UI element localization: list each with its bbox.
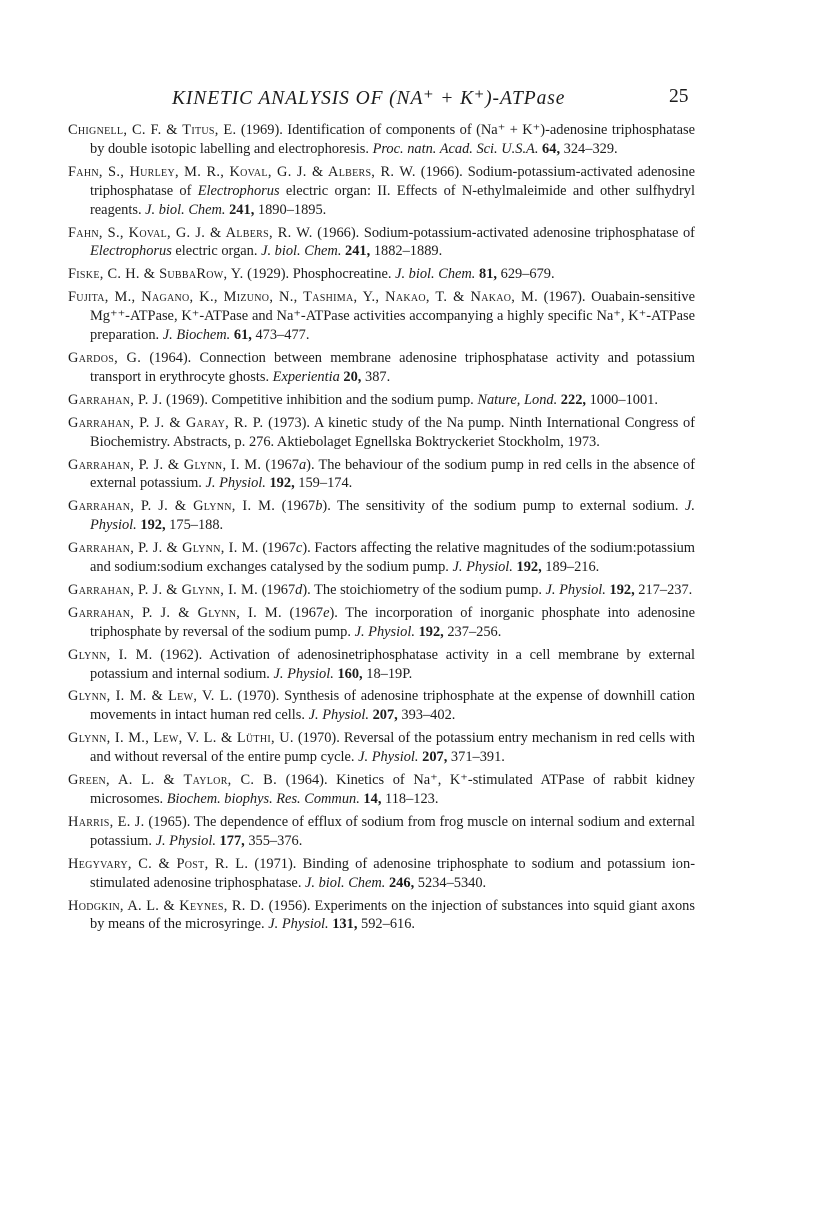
reference-journal: J. Physiol. bbox=[273, 665, 334, 682]
reference-item bbox=[68, 349, 695, 387]
reference-volume: 241, bbox=[345, 243, 371, 260]
reference-list bbox=[68, 121, 695, 938]
reference-item bbox=[68, 813, 695, 851]
reference-title: Binding of adenosine triphosphate to sodium and potassium ion-stimulated adenosine triphosphatase. bbox=[90, 855, 695, 891]
reference-volume: 81, bbox=[479, 266, 498, 283]
reference-title: Reversal of the potassium entry mechanism in red cells with and without reversal of the entire pump cycle. bbox=[90, 730, 695, 766]
reference-journal: J. biol. Chem. bbox=[305, 874, 386, 891]
reference-title: Competitive inhibition and the sodium pump. bbox=[211, 391, 474, 408]
reference-volume: 20, bbox=[343, 368, 362, 385]
reference-authors: Gardos, G. bbox=[68, 349, 142, 366]
reference-journal: J. Physiol. bbox=[308, 707, 369, 724]
reference-pages: 393–402. bbox=[401, 707, 456, 724]
reference-volume: 192, bbox=[269, 475, 295, 492]
reference-year: (1967). bbox=[543, 289, 586, 306]
reference-volume: 177, bbox=[219, 832, 245, 849]
reference-pages: 189–216. bbox=[545, 559, 600, 576]
reference-year: (1967e). bbox=[289, 604, 338, 621]
reference-pages: 473–477. bbox=[255, 327, 310, 344]
reference-pages: 237–256. bbox=[447, 623, 502, 640]
reference-year: (1973). bbox=[268, 414, 311, 431]
reference-year: (1969). bbox=[165, 391, 208, 408]
reference-year: (1964). bbox=[285, 772, 328, 789]
reference-pages: 159–174. bbox=[298, 475, 353, 492]
reference-year: (1964). bbox=[149, 349, 192, 366]
reference-authors: Glynn, I. M. bbox=[68, 646, 153, 663]
reference-year: (1965). bbox=[148, 813, 191, 830]
reference-title: The incorporation of inorganic phosphate into adenosine triphosphate by reversal of the sodium pump. bbox=[90, 604, 695, 640]
reference-volume: 64, bbox=[542, 140, 561, 157]
reference-volume: 222, bbox=[560, 391, 586, 408]
reference-pages: 1890–1895. bbox=[257, 201, 327, 218]
reference-year: (1966). bbox=[420, 163, 463, 180]
reference-authors: Fahn, S., Hurley, M. R., Koval, G. J. & Albers, R. W. bbox=[68, 163, 416, 180]
reference-item bbox=[68, 897, 695, 935]
reference-journal: J. Physiol. bbox=[354, 623, 415, 640]
reference-journal: J. Physiol. bbox=[545, 581, 606, 598]
reference-journal: Biochem. biophys. Res. Commun. bbox=[166, 791, 360, 807]
reference-authors: Hegyvary, C. & Post, R. L. bbox=[68, 855, 249, 872]
reference-authors: Glynn, I. M. & Lew, V. L. bbox=[68, 688, 233, 705]
reference-volume: 207, bbox=[422, 749, 448, 766]
reference-year: (1929). bbox=[247, 266, 290, 283]
reference-item bbox=[68, 581, 695, 600]
reference-item bbox=[68, 729, 695, 767]
reference-year: (1962). bbox=[160, 646, 203, 663]
reference-item bbox=[68, 855, 695, 893]
running-title: KINETIC ANALYSIS OF (NA⁺ + K⁺)-ATPase bbox=[172, 88, 566, 109]
reference-volume: 192, bbox=[609, 581, 635, 598]
reference-item bbox=[68, 539, 695, 577]
reference-pages: 629–679. bbox=[500, 266, 555, 283]
reference-volume: 246, bbox=[388, 874, 415, 891]
reference-authors: Chignell, C. F. & Titus, E. bbox=[68, 122, 237, 138]
reference-journal: J. Biochem. bbox=[162, 327, 231, 344]
reference-volume: 61, bbox=[233, 327, 252, 344]
reference-journal: J. Physiol. bbox=[90, 498, 695, 534]
reference-item bbox=[68, 771, 695, 809]
reference-journal: J. Physiol. bbox=[205, 475, 266, 492]
reference-volume: 14, bbox=[363, 791, 382, 807]
reference-title: Sodium-potassium-activated adenosine triphosphatase of bbox=[90, 163, 695, 199]
reference-title: Connection between membrane adenosine triphosphatase activity and potassium transport in erythrocyte ghosts. bbox=[90, 349, 695, 385]
reference-volume: 192, bbox=[418, 623, 444, 640]
reference-title: The dependence of efflux of sodium from frog muscle on internal sodium and external potassium. bbox=[90, 813, 696, 849]
reference-item bbox=[68, 604, 695, 642]
reference-journal: J. biol. Chem. bbox=[395, 266, 476, 283]
reference-title: Identification of components of (Na⁺ + K⁺)-adenosine triphosphatase by double isotopic labelling and electrophoresis. bbox=[90, 122, 695, 157]
reference-year: (1969). bbox=[240, 122, 283, 138]
reference-item bbox=[68, 646, 695, 684]
reference-volume: 192, bbox=[516, 559, 542, 576]
reference-item bbox=[68, 224, 695, 262]
page-number: 25 bbox=[669, 86, 689, 107]
reference-title: Ouabain-sensitive Mg⁺⁺-ATPase, K⁺-ATPase and Na⁺-ATPase activities accompanying a highly specific Na⁺, K⁺-ATPase preparation. bbox=[90, 289, 695, 344]
reference-year: (1967d). bbox=[261, 581, 311, 598]
reference-pages: 5234–5340. bbox=[417, 874, 487, 891]
reference-title: The sensitivity of the sodium pump to external sodium. bbox=[337, 498, 679, 515]
reference-year: (1966). bbox=[317, 224, 360, 241]
reference-year: (1971). bbox=[254, 855, 297, 872]
reference-pages: 118–123. bbox=[385, 791, 439, 807]
reference-journal: J. Physiol. bbox=[268, 916, 329, 933]
reference-title: The stoichiometry of the sodium pump. bbox=[314, 581, 542, 598]
reference-title: Sodium-potassium-activated adenosine triphosphatase of bbox=[363, 224, 695, 241]
reference-item bbox=[68, 265, 695, 284]
reference-item bbox=[68, 456, 695, 494]
reference-item bbox=[68, 687, 695, 725]
reference-item bbox=[68, 391, 695, 410]
reference-title-italic: Electrophorus bbox=[90, 243, 172, 260]
reference-journal: J. Physiol. bbox=[358, 749, 419, 766]
reference-authors: Hodgkin, A. L. & Keynes, R. D. bbox=[68, 897, 265, 914]
reference-year: (1970). bbox=[237, 688, 280, 705]
reference-pages: 175–188. bbox=[169, 517, 224, 534]
reference-title: electric organ. bbox=[175, 243, 258, 260]
reference-pages: 592–616. bbox=[361, 916, 415, 933]
reference-authors: Garrahan, P. J. bbox=[68, 391, 163, 408]
reference-title: Phosphocreatine. bbox=[292, 266, 392, 283]
reference-pages: 387. bbox=[365, 368, 391, 385]
reference-title: Synthesis of adenosine triphosphate at the expense of downhill cation movements in intact human red cells. bbox=[90, 688, 695, 724]
reference-authors: Garrahan, P. J. & Glynn, I. M. bbox=[68, 581, 258, 598]
reference-volume: 241, bbox=[229, 201, 255, 218]
reference-year: (1967b). bbox=[281, 498, 331, 515]
reference-title: Experiments on the injection of substances into squid giant axons by means of the microsyringe. bbox=[90, 897, 695, 933]
reference-volume: 160, bbox=[337, 665, 363, 682]
reference-item bbox=[68, 121, 695, 159]
reference-authors: Garrahan, P. J. & Garay, R. P. bbox=[68, 414, 264, 431]
reference-authors: Garrahan, P. J. & Glynn, I. M. bbox=[68, 540, 259, 557]
reference-item bbox=[68, 497, 695, 535]
reference-journal: Proc. natn. Acad. Sci. U.S.A. bbox=[372, 140, 539, 157]
reference-pages: 18–19P. bbox=[366, 665, 413, 682]
reference-journal: Experientia bbox=[272, 368, 340, 385]
reference-title: Factors affecting the relative magnitudes of the sodium:potassium and sodium:sodium exchanges catalysed by the sodium pump. bbox=[90, 540, 695, 576]
reference-item bbox=[68, 414, 695, 452]
reference-title: Activation of adenosinetriphosphatase activity in a cell membrane by external potassium and internal sodium. bbox=[90, 646, 695, 682]
reference-title: electric organ: II. Effects of N-ethylmaleimide and other sulfhydryl reagents. bbox=[90, 182, 695, 218]
reference-journal: J. Physiol. bbox=[452, 559, 513, 576]
reference-pages: 217–237. bbox=[638, 581, 693, 598]
reference-pages: 1882–1889. bbox=[373, 243, 443, 260]
reference-journal: J. biol. Chem. bbox=[261, 243, 342, 260]
reference-authors: Garrahan, P. J. & Glynn, I. M. bbox=[68, 604, 282, 621]
reference-pages: 1000–1001. bbox=[589, 391, 658, 408]
reference-item bbox=[68, 163, 695, 220]
reference-year: (1970). bbox=[297, 730, 340, 747]
reference-authors: Harris, E. J. bbox=[68, 813, 145, 830]
reference-authors: Fiske, C. H. & SubbaRow, Y. bbox=[68, 266, 244, 283]
reference-authors: Garrahan, P. J. & Glynn, I. M. bbox=[68, 456, 262, 473]
reference-journal: J. biol. Chem. bbox=[145, 201, 226, 218]
reference-pages: 355–376. bbox=[248, 832, 303, 849]
reference-authors: Green, A. L. & Taylor, C. B. bbox=[68, 772, 277, 789]
reference-pages: 371–391. bbox=[450, 749, 505, 766]
reference-volume: 131, bbox=[332, 916, 358, 933]
reference-authors: Garrahan, P. J. & Glynn, I. M. bbox=[68, 498, 276, 515]
reference-year: (1956). bbox=[268, 897, 311, 914]
reference-authors: Glynn, I. M., Lew, V. L. & Lüthi, U. bbox=[68, 730, 294, 747]
reference-journal: Nature, Lond. bbox=[477, 391, 558, 408]
reference-pages: 324–329. bbox=[563, 140, 618, 157]
reference-title: A kinetic study of the Na pump. Ninth International Congress of Biochemistry. Abstracts, p. 276. Aktiebolaget Egnellska Boktryckeriet Stockholm, 1973. bbox=[90, 414, 696, 450]
reference-title-italic: Electrophorus bbox=[197, 182, 280, 199]
reference-volume: 207, bbox=[372, 707, 398, 724]
running-header bbox=[0, 86, 816, 112]
reference-item bbox=[68, 288, 695, 345]
reference-title: Kinetics of Na⁺, K⁺-stimulated ATPase of rabbit kidney microsomes. bbox=[90, 772, 695, 807]
reference-journal: J. Physiol. bbox=[155, 832, 216, 849]
reference-volume: 192, bbox=[140, 517, 166, 534]
reference-title: The behaviour of the sodium pump in red cells in the absence of external potassium. bbox=[90, 456, 695, 492]
reference-authors: Fahn, S., Koval, G. J. & Albers, R. W. bbox=[68, 224, 313, 241]
reference-authors: Fujita, M., Nagano, K., Mizuno, N., Tashima, Y., Nakao, T. & Nakao, M. bbox=[68, 289, 539, 306]
reference-year: (1967c). bbox=[262, 540, 311, 557]
reference-year: (1967a). bbox=[265, 456, 315, 473]
